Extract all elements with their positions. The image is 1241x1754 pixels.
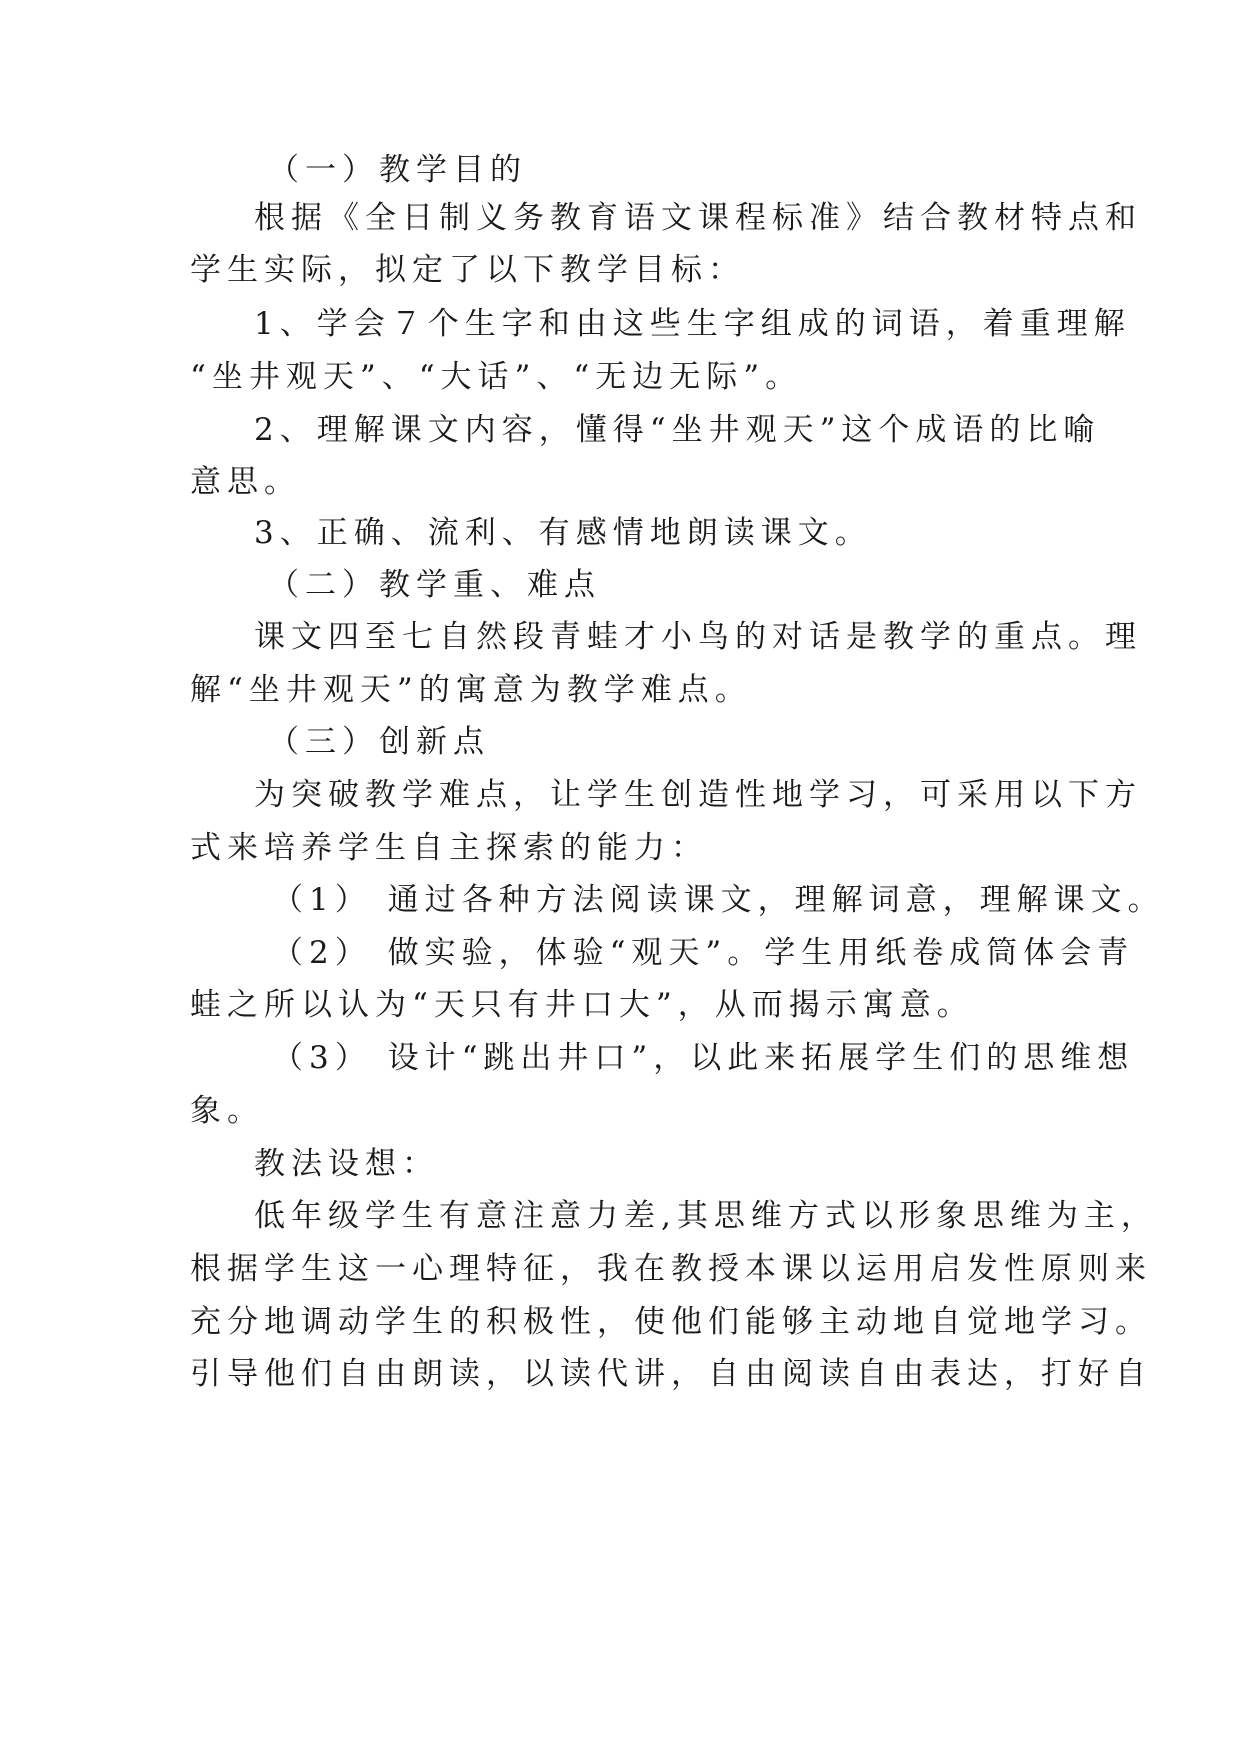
paragraph-line: 为突破教学难点，让学生创造性地学习，可采用以下方 — [254, 777, 1142, 813]
paragraph-line: 根据《全日制义务教育语文课程标准》结合教材特点和 — [254, 200, 1142, 236]
section-heading-teaching-method: 教法设想： — [254, 1146, 439, 1182]
paragraph-line: 解“坐井观天”的寓意为教学难点。 — [190, 672, 752, 708]
section-heading-key-points: （二）教学重、难点 — [268, 567, 601, 603]
list-item-line: 2、理解课文内容，懂得“坐井观天”这个成语的比喻 — [254, 412, 1101, 448]
paragraph-line: 引导他们自由朗读，以读代讲，自由阅读自由表达，打好自 — [190, 1356, 1152, 1392]
list-item-line: （1） 通过各种方法阅读课文，理解词意，理解课文。 — [272, 882, 1165, 918]
paragraph-line: 课文四至七自然段青蛙才小鸟的对话是教学的重点。理 — [254, 619, 1142, 655]
list-item-line: （2） 做实验，体验“观天”。学生用纸卷成筒体会青 — [272, 935, 1135, 971]
list-item-line: 象。 — [190, 1093, 264, 1129]
list-item-line: 1、学会７个生字和由这些生字组成的词语，着重理解 — [254, 306, 1131, 342]
list-item-line: “坐井观天”、“大话”、“无边无际”。 — [190, 359, 803, 395]
paragraph-line: 低年级学生有意注意力差,其思维方式以形象思维为主， — [254, 1198, 1158, 1234]
paragraph-line: 充分地调动学生的积极性，使他们能够主动地自觉地学习。 — [190, 1304, 1152, 1340]
paragraph-line: 式来培养学生自主探索的能力： — [190, 830, 708, 866]
section-heading-teaching-objectives: （一）教学目的 — [268, 152, 527, 188]
list-item-line: 蛙之所以认为“天只有井口大”，从而揭示寓意。 — [190, 987, 974, 1023]
paragraph-line: 学生实际，拟定了以下教学目标： — [190, 252, 745, 288]
list-item-line: 意思。 — [190, 464, 301, 500]
section-heading-innovation: （三）创新点 — [268, 724, 490, 760]
list-item-line: （3） 设计“跳出井口”，以此来拓展学生们的思维想 — [272, 1040, 1135, 1076]
paragraph-line: 根据学生这一心理特征，我在教授本课以运用启发性原则来 — [190, 1251, 1152, 1287]
list-item-line: 3、正确、流利、有感情地朗读课文。 — [254, 515, 872, 551]
